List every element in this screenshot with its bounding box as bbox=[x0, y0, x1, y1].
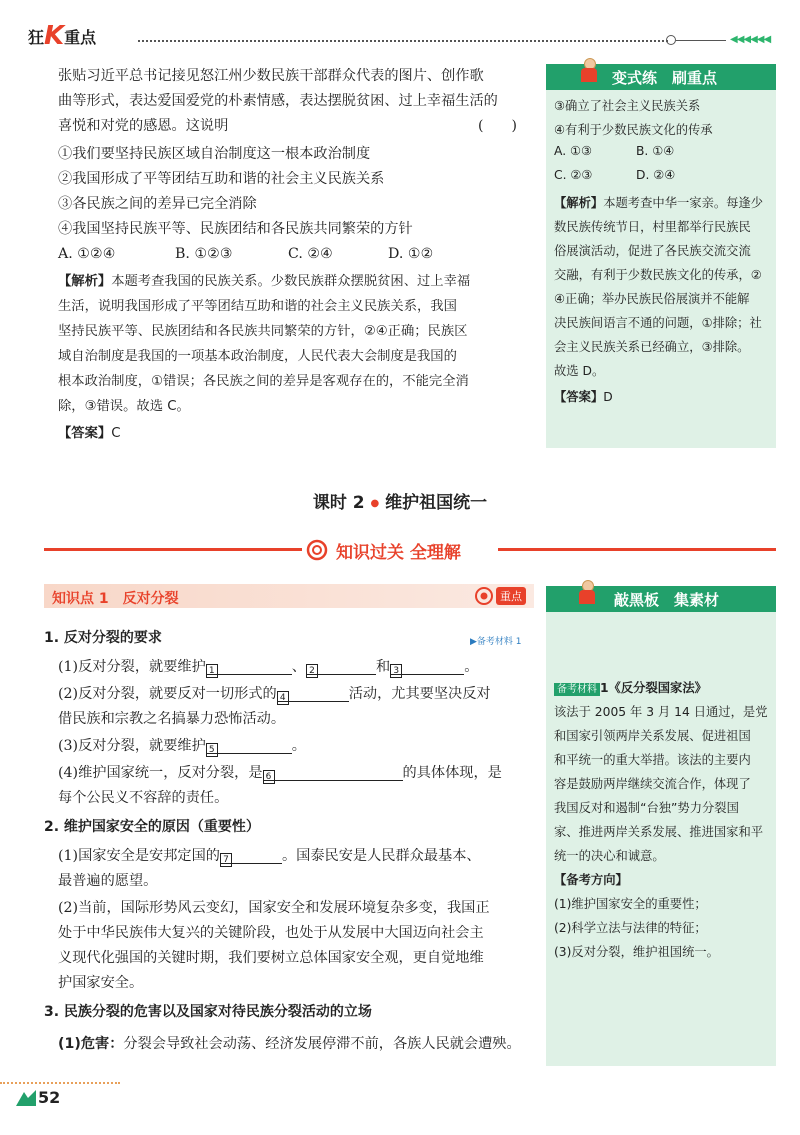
choice-c: C. ②④ bbox=[288, 246, 333, 262]
material-line: 和国家引领两岸关系发展、促进祖国 bbox=[554, 729, 751, 743]
practice-explain-line: ④正确；举办民族民俗展演并不能解 bbox=[554, 292, 750, 306]
direction-line: (1)维护国家安全的重要性； bbox=[554, 897, 707, 911]
option-2: ②我国形成了平等团结互助和谐的社会主义民族关系 bbox=[58, 171, 385, 187]
book-logo bbox=[28, 22, 96, 50]
practice-explain-line: 故选 D。 bbox=[554, 364, 605, 378]
explain-label: 【解析】 bbox=[58, 274, 112, 289]
lesson-number: 课时 2 bbox=[312, 493, 365, 513]
point-2-1-cont: 最普遍的愿望。 bbox=[58, 873, 158, 889]
practice-explain-label: 【解析】 bbox=[554, 196, 604, 210]
explain-text: 本题考查我国的民族关系。少数民族群众摆脱贫困、过上幸福 bbox=[111, 274, 471, 289]
point-text: (3)反对分裂，就要维护 bbox=[58, 738, 206, 754]
blank-number: 7 bbox=[220, 853, 232, 867]
practice-explain-line: 会主义民族关系已经确立，③排除。 bbox=[554, 340, 750, 354]
point-1-2 bbox=[58, 682, 491, 706]
material-line: 家、推进两岸关系发展、推进国家和平 bbox=[554, 825, 764, 839]
point-2-2-line: 义现代化强国的关键时期，我们要树立总体国家安全观，更自觉地维 bbox=[58, 950, 484, 966]
point-3-1 bbox=[58, 1032, 521, 1056]
answer-label: 【答案】 bbox=[58, 426, 112, 441]
point-text: (1)国家安全是安邦定国的 bbox=[58, 848, 220, 864]
fill-blank-5[interactable] bbox=[206, 737, 292, 754]
practice-title-a: 变式练 bbox=[612, 69, 658, 87]
explain-line bbox=[58, 270, 470, 294]
explain-line: 坚持民族平等、民族团结和各民族共同繁荣的方针，②④正确；民族区 bbox=[58, 324, 468, 339]
lesson-title bbox=[0, 488, 800, 513]
material-title-a: 敲黑板 bbox=[614, 591, 660, 609]
section-banner bbox=[306, 537, 461, 563]
practice-choice-a: A. ①③ bbox=[554, 144, 593, 158]
point-text: 、 bbox=[291, 659, 306, 675]
practice-choice-c: C. ②③ bbox=[554, 168, 593, 182]
point-text: 分裂会导致社会动荡、经济发展停滞不前，各族人民就会遭殃。 bbox=[123, 1036, 521, 1052]
point-2-2-line: 处于中华民族伟大复兴的关键阶段，也处于从发展中大国迈向社会主 bbox=[58, 925, 484, 941]
fill-blank-3[interactable] bbox=[390, 658, 464, 675]
point-1-2-cont: 借民族和宗教之名搞暴力恐怖活动。 bbox=[58, 711, 286, 727]
point-label: (1)危害： bbox=[58, 1036, 124, 1052]
fill-blank-7[interactable] bbox=[220, 847, 282, 864]
answer-paren: ( ) bbox=[478, 118, 517, 134]
fill-blank-6[interactable] bbox=[263, 764, 403, 781]
choice-a: A. ①②④ bbox=[58, 246, 116, 262]
blank-number: 2 bbox=[306, 664, 318, 678]
blank-number: 5 bbox=[206, 743, 218, 757]
point-text: 的具体体现，是 bbox=[402, 765, 502, 781]
direction-label: 【备考方向】 bbox=[554, 873, 628, 887]
fill-blank-4[interactable] bbox=[277, 685, 349, 702]
material-title: 1《反分裂国家法》 bbox=[600, 681, 707, 695]
choice-b: B. ①②③ bbox=[175, 246, 233, 262]
logo-text: 重点 bbox=[64, 27, 97, 47]
material-line: 该法于 2005 年 3 月 14 日通过，是党 bbox=[554, 705, 768, 719]
point-text: (4)维护国家统一，反对分裂，是 bbox=[58, 765, 263, 781]
lesson-title-dot-icon: ● bbox=[370, 498, 380, 509]
question-stem-line: 曲等形式，表达爱国爱党的朴素情感，表达摆脱贫困、过上幸福生活的 bbox=[58, 93, 498, 109]
logo-k: K bbox=[44, 21, 65, 51]
material-line: 统一的决心和诚意。 bbox=[554, 849, 665, 863]
material-title-line bbox=[554, 678, 707, 696]
point-1-4 bbox=[58, 761, 502, 785]
heading-1: 1. 反对分裂的要求 bbox=[44, 630, 162, 646]
practice-explain-line: 决民族间语言不通的问题，①排除；社 bbox=[554, 316, 762, 330]
direction-line: (3)反对分裂，维护祖国统一。 bbox=[554, 945, 719, 959]
header-circle bbox=[666, 35, 676, 45]
logo-char: 狂 bbox=[28, 27, 45, 47]
choice-d: D. ①② bbox=[388, 246, 434, 262]
target-icon bbox=[474, 586, 494, 606]
explain-line: 域自治制度是我国的一项基本政治制度，人民代表大会制度是我国的 bbox=[58, 349, 457, 364]
blank-number: 1 bbox=[206, 664, 218, 678]
practice-line: ④有利于少数民族文化的传承 bbox=[554, 123, 713, 137]
explain-line: 除，③错误。故选 C。 bbox=[58, 399, 190, 414]
point-2-2-line: 护国家安全。 bbox=[58, 975, 144, 991]
question-stem-line: 张贴习近平总书记接见怒江州少数民族干部群众代表的图片、创作歌 bbox=[58, 68, 484, 84]
answer-value: C bbox=[111, 426, 121, 441]
material-tag: 备考材料 bbox=[554, 683, 600, 696]
point-text: (2)反对分裂，就要反对一切形式的 bbox=[58, 686, 277, 702]
banner-rule-right bbox=[498, 548, 776, 551]
blank-number: 4 bbox=[277, 691, 289, 705]
practice-choice-b: B. ①④ bbox=[636, 144, 675, 158]
fill-blank-1[interactable] bbox=[206, 658, 292, 675]
practice-line: ③确立了社会主义民族关系 bbox=[554, 99, 701, 113]
practice-explain-line bbox=[554, 193, 763, 211]
practice-explain-line: 数民族传统节日，村里都举行民族民 bbox=[554, 220, 751, 234]
knowledge-point-title: 知识点 1 反对分裂 bbox=[52, 591, 179, 607]
practice-title-b: 刷重点 bbox=[672, 69, 718, 87]
practice-panel-title bbox=[612, 67, 717, 88]
key-point-badge: 重点 bbox=[496, 587, 526, 605]
student-figure-icon bbox=[576, 58, 602, 88]
explain-line: 生活，说明我国形成了平等团结互助和谐的社会主义民族关系，我国 bbox=[58, 299, 457, 314]
lesson-name: 维护祖国统一 bbox=[385, 493, 488, 513]
banner-rule-left bbox=[44, 548, 302, 551]
point-text: 。 bbox=[464, 659, 479, 675]
point-1-3 bbox=[58, 734, 306, 758]
section-banner-text: 知识过关 全理解 bbox=[336, 542, 461, 563]
header-dotted-rule bbox=[138, 40, 668, 42]
footer-dotted-rule bbox=[0, 1082, 120, 1084]
page-number: 52 bbox=[38, 1088, 61, 1107]
fill-blank-2[interactable] bbox=[306, 658, 376, 675]
blank-number: 3 bbox=[390, 664, 402, 678]
option-3: ③各民族之间的差异已完全消除 bbox=[58, 196, 257, 212]
point-1-4-cont: 每个公民义不容辞的责任。 bbox=[58, 790, 229, 806]
point-text: (1)反对分裂，就要维护 bbox=[58, 659, 206, 675]
material-line: 容是鼓励两岸继续交流合作，体现了 bbox=[554, 777, 751, 791]
header-rule bbox=[676, 40, 726, 41]
explain-line: 根本政治制度，①错误；各民族之间的差异是客观存在的，不能完全消 bbox=[58, 374, 469, 389]
practice-explain-line: 俗展演活动，促进了各民族交流交流 bbox=[554, 244, 751, 258]
material-line: 我国反对和遏制“台独”势力分裂国 bbox=[554, 801, 739, 815]
heading-2: 2. 维护国家安全的原因（重要性） bbox=[44, 819, 260, 835]
material-line: 和平统一的重大举措。该法的主要内 bbox=[554, 753, 751, 767]
practice-answer-label: 【答案】 bbox=[554, 390, 604, 404]
header-arrows-icon: ◀◀◀◀◀◀ bbox=[730, 34, 771, 45]
point-2-2-line: (2)当前，国际形势风云变幻，国家安全和发展环境复杂多变，我国正 bbox=[58, 900, 490, 916]
material-panel-title bbox=[614, 589, 719, 610]
point-text: 和 bbox=[376, 659, 391, 675]
question-stem-line: 喜悦和对党的感恩。这说明 bbox=[58, 118, 229, 134]
practice-explain-text: 本题考查中华一家亲。每逢少 bbox=[603, 196, 764, 210]
practice-explain-line: 交融，有利于少数民族文化的传承，② bbox=[554, 268, 762, 282]
practice-answer-value: D bbox=[603, 390, 613, 404]
swirl-icon bbox=[306, 539, 330, 561]
practice-answer-line bbox=[554, 387, 613, 405]
point-1-1 bbox=[58, 655, 478, 679]
teacher-figure-icon bbox=[574, 580, 600, 610]
point-text: 。国泰民安是人民群众最基本、 bbox=[281, 848, 481, 864]
answer-line bbox=[58, 422, 120, 446]
point-text: 。 bbox=[291, 738, 306, 754]
option-1: ①我们要坚持民族区域自治制度这一根本政治制度 bbox=[58, 146, 371, 162]
runner-icon bbox=[14, 1088, 38, 1108]
option-4: ④我国坚持民族平等、民族团结和各民族共同繁荣的方针 bbox=[58, 221, 413, 237]
practice-choice-d: D. ②④ bbox=[636, 168, 676, 182]
material-title-b: 集素材 bbox=[674, 591, 720, 609]
material-ref-tag: ▶备考材料 1 bbox=[470, 637, 522, 647]
heading-3: 3. 民族分裂的危害以及国家对待民族分裂活动的立场 bbox=[44, 1004, 372, 1020]
point-text: 活动，尤其要坚决反对 bbox=[348, 686, 491, 702]
point-2-1 bbox=[58, 844, 481, 868]
direction-line: (2)科学立法与法律的特征； bbox=[554, 921, 707, 935]
blank-number: 6 bbox=[263, 770, 275, 784]
